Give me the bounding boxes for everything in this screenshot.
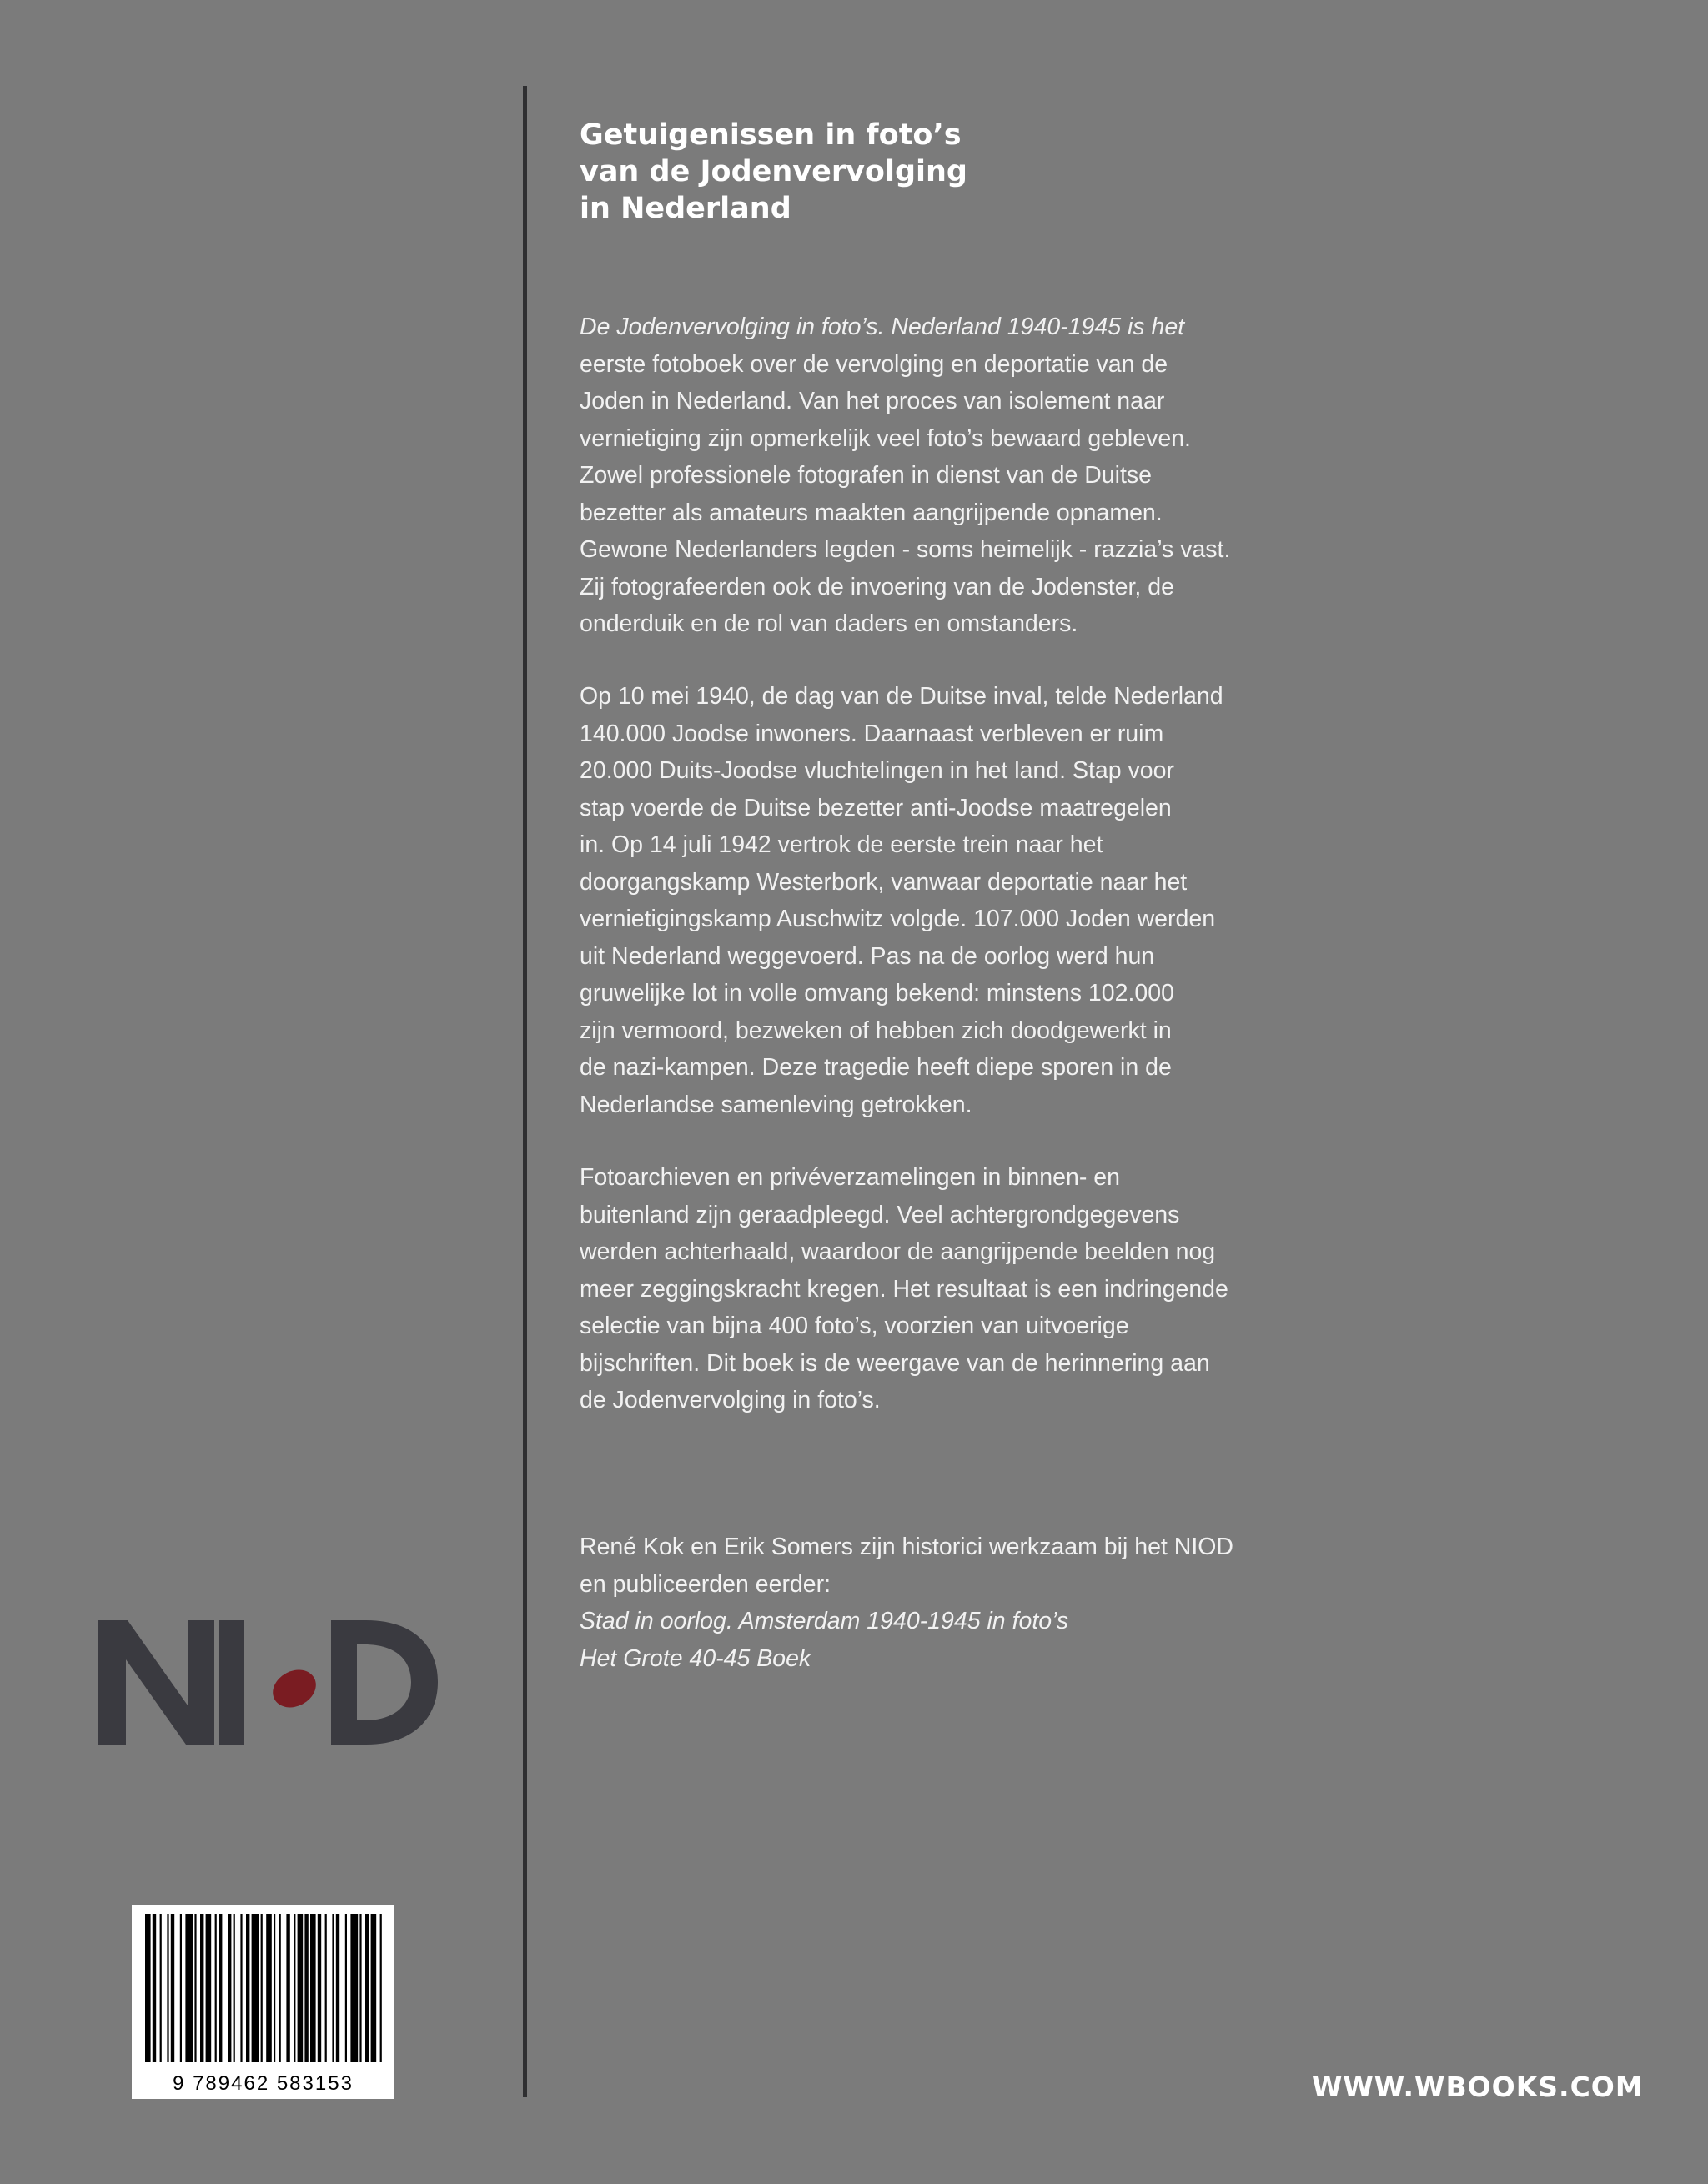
barcode-bar [304, 1914, 308, 2062]
intro-paragraph [580, 309, 1297, 643]
archives-line: meer zeggingskracht kregen. Het resultaat is een indringende [580, 1275, 1228, 1303]
intro-line: eerste fotoboek over de vervolging en deportatie van de [580, 350, 1168, 378]
history-line: in. Op 14 juli 1942 vertrok de eerste trein naar het [580, 831, 1103, 858]
history-line: doorgangskamp Westerbork, vanwaar deportatie naar het [580, 868, 1188, 896]
logo-red-dot [266, 1663, 322, 1715]
barcode-bar [185, 1914, 193, 2062]
barcode-bar [240, 1914, 242, 2062]
barcode-bar [325, 1914, 327, 2062]
heading-line-3: in Nederland [580, 192, 791, 225]
barcode-bar [286, 1914, 289, 2062]
authors-line: René Kok en Erik Somers zijn historici werkzaam bij het NIOD [580, 1534, 1234, 1560]
history-line: 140.000 Joodse inwoners. Daarnaast verbleven er ruim [580, 720, 1164, 747]
history-line: de nazi-kampen. Deze tragedie heeft diepe sporen in de [580, 1054, 1172, 1081]
archives-paragraph [580, 1159, 1297, 1419]
barcode-bar [219, 1914, 222, 2062]
intro-line: bezetter als amateurs maakten aangrijpende opnamen. [580, 499, 1163, 526]
barcode-bar [345, 1914, 347, 2062]
barcode-bar [194, 1914, 196, 2062]
archives-line: Fotoarchieven en privéverzamelingen in binnen- en [580, 1164, 1120, 1191]
barcode-bar [336, 1914, 339, 2062]
barcode-bar [160, 1914, 162, 2062]
logo-letter-i [219, 1620, 244, 1745]
intro-line: vernietiging zijn opmerkelijk veel foto’s bewaard gebleven. [580, 424, 1191, 452]
barcode-bar [252, 1914, 259, 2062]
barcode-bar [365, 1914, 369, 2062]
barcode-bar [279, 1914, 281, 2062]
vertical-divider [523, 86, 527, 2097]
barcode-bar [298, 1914, 304, 2062]
barcode-bar [228, 1914, 231, 2062]
book-title: De Jodenvervolging in foto’s. Nederland 1940-1945 is het [580, 314, 1185, 340]
authors-line: en publiceerden eerder: [580, 1570, 831, 1598]
intro-line: Zowel professionele fotografen in dienst van de Duitse [580, 462, 1152, 489]
barcode-bar [332, 1914, 334, 2062]
intro-line: Zij fotografeerden ook de invoering van de Jodenster, de [580, 573, 1174, 600]
barcode-bar [246, 1914, 249, 2062]
barcode-bar [294, 1914, 295, 2062]
authors-paragraph [580, 1529, 1297, 1677]
barcode-bar [266, 1914, 272, 2062]
previous-book-title: Stad in oorlog. Amsterdam 1940-1945 in foto’s [580, 1608, 1069, 1634]
history-line: zijn vermoord, bezweken of hebben zich doodgewerkt in [580, 1017, 1172, 1044]
archives-line: selectie van bijna 400 foto’s, voorzien van uitvoerige [580, 1313, 1129, 1339]
intro-line [580, 309, 1297, 346]
barcode-bar [171, 1914, 174, 2062]
publisher-website: WWW.WBOOKS.COM [1312, 2071, 1644, 2103]
barcode-bar [200, 1914, 203, 2062]
intro-line: Gewone Nederlanders legden - soms heimelijk - razzia’s vast. [580, 536, 1231, 563]
barcode-bar [350, 1914, 358, 2062]
barcode-bar [234, 1914, 235, 2062]
history-line: uit Nederland weggevoerd. Pas na de oorlog werd hun [580, 942, 1155, 970]
heading-line-2: van de Jodenvervolging [580, 155, 967, 188]
barcode-bar [167, 1914, 168, 2062]
barcode-bar [310, 1914, 316, 2062]
history-line: stap voerde de Duitse bezetter anti-Joodse maatregelen [580, 794, 1172, 821]
archives-line: werden achterhaald, waardoor de aangrijpende beelden nog [580, 1238, 1216, 1265]
history-line: Nederlandse samenleving getrokken. [580, 1091, 972, 1118]
barcode-bar [215, 1914, 217, 2062]
barcode-bars [143, 1914, 383, 2066]
previous-book-title: Het Grote 40-45 Boek [580, 1644, 811, 1672]
intro-line: Joden in Nederland. Van het proces van isolement naar [580, 388, 1165, 414]
barcode-bar [206, 1914, 212, 2062]
history-line: Op 10 mei 1940, de dag van de Duitse inval, telde Nederland [580, 683, 1223, 710]
logo-letter-d [331, 1620, 438, 1745]
barcode-bar [153, 1914, 156, 2062]
history-paragraph [580, 678, 1297, 1123]
barcode-bar [371, 1914, 377, 2062]
history-line: 20.000 Duits-Joodse vluchtelingen in het land. Stap voor [580, 757, 1174, 784]
isbn-number: 9 789462 583153 [173, 2072, 354, 2095]
archives-line: bijschriften. Dit boek is de weergave van de herinnering aan [580, 1349, 1210, 1377]
barcode-bar [274, 1914, 275, 2062]
archives-line: buitenland zijn geraadpleegd. Veel achtergrondgegevens [580, 1201, 1180, 1228]
history-line: vernietigingskamp Auschwitz volgde. 107.000 Joden werden [580, 906, 1216, 932]
barcode-bar [180, 1914, 182, 2062]
niod-logo-graphic [94, 1614, 445, 1751]
heading-line-1: Getuigenissen in foto’s [580, 118, 962, 152]
isbn-barcode [132, 1905, 394, 2099]
barcode-bar [318, 1914, 321, 2062]
intro-line: onderduik en de rol van daders en omstanders. [580, 610, 1078, 637]
niod-logo [94, 1614, 445, 1751]
barcode-bar [359, 1914, 361, 2062]
barcode-bar [380, 1914, 382, 2062]
cover-heading [580, 117, 1163, 227]
logo-letter-n [98, 1620, 214, 1745]
barcode-bar [145, 1914, 151, 2062]
barcode-bar [261, 1914, 263, 2062]
history-line: gruwelijke lot in volle omvang bekend: minstens 102.000 [580, 980, 1174, 1007]
archives-line: de Jodenvervolging in foto’s. [580, 1387, 881, 1413]
